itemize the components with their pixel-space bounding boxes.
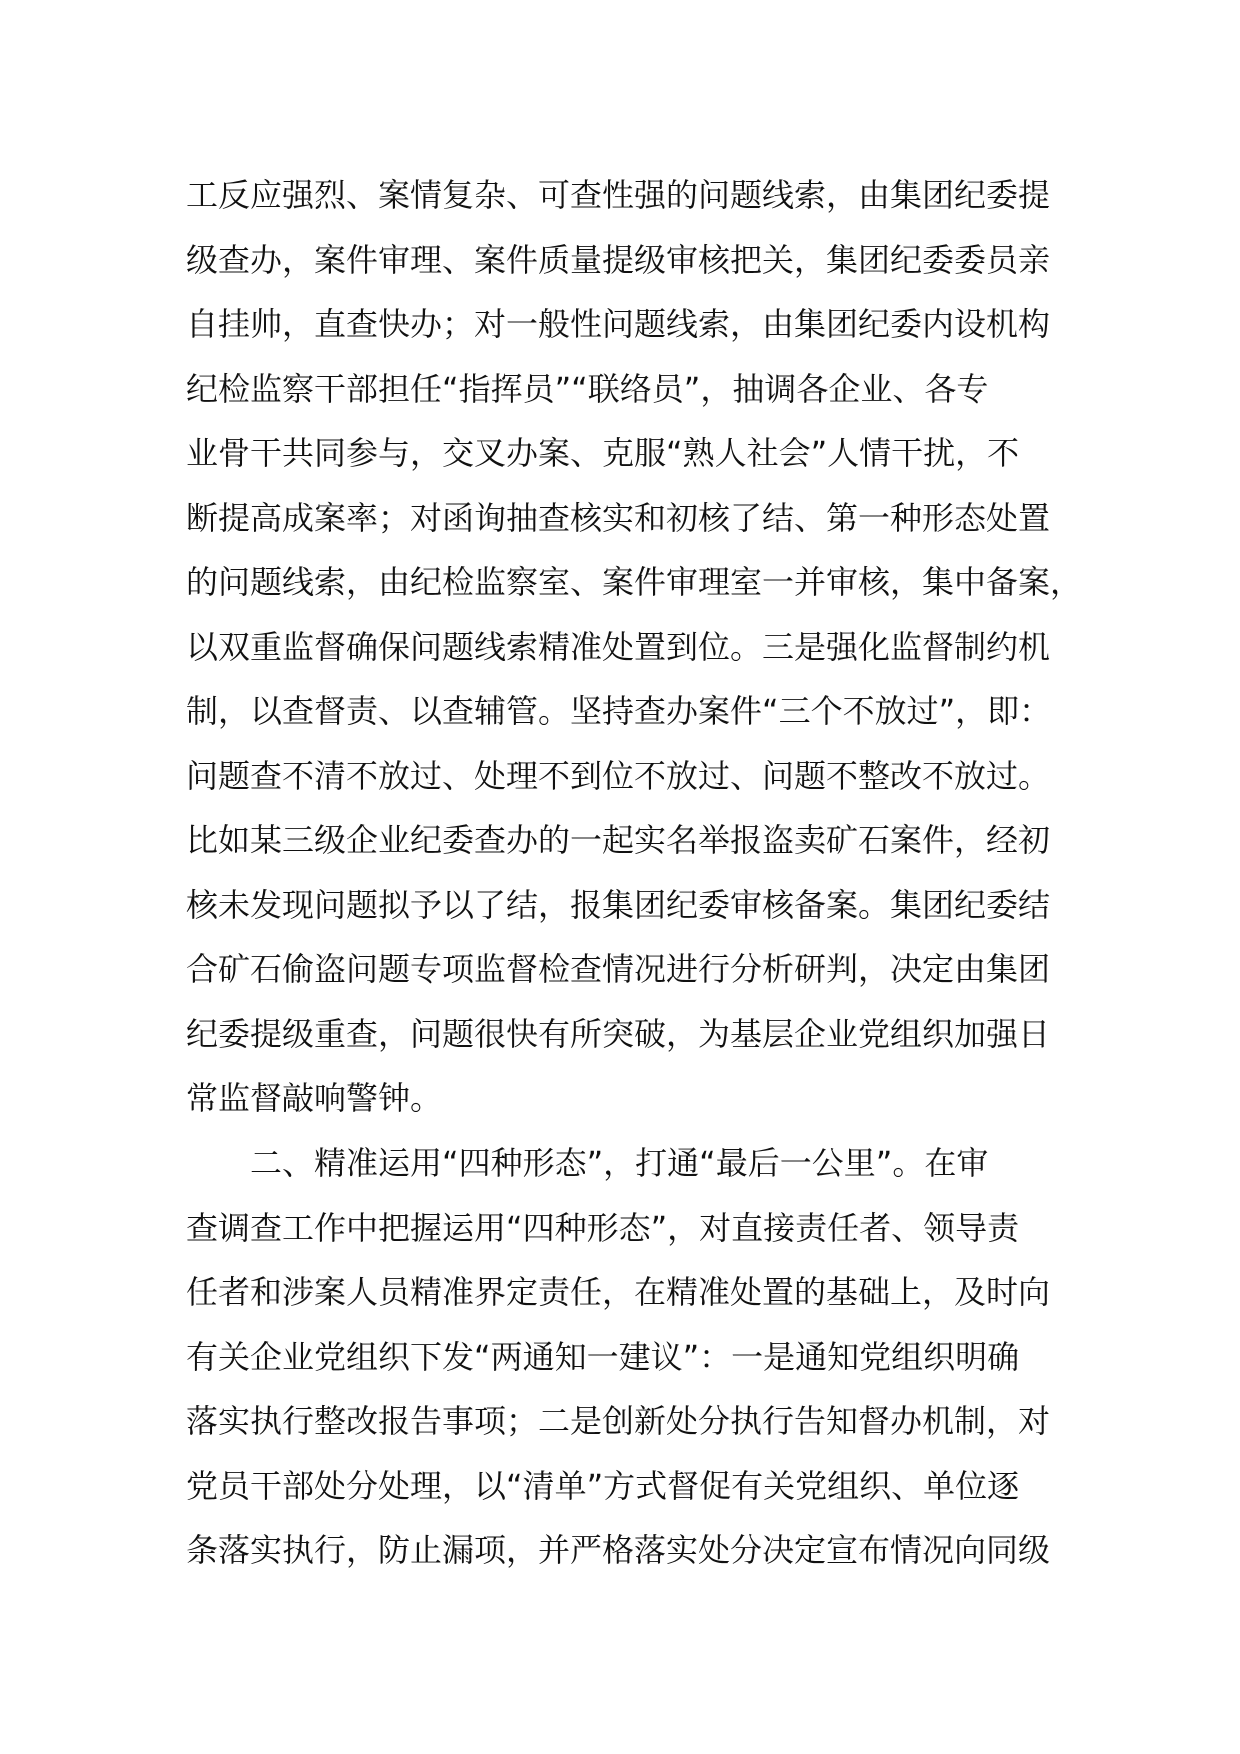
text-line: 纪检监察干部担任“指挥员”“联络员”，抽调各企业、各专 — [186, 369, 989, 408]
text-line: 合矿石偷盗问题专项监督检查情况进行分析研判，决定由集团 — [186, 950, 1051, 988]
text-line: 落实执行整改报告事项；二是创新处分执行告知督办机制，对 — [186, 1402, 1051, 1440]
text-line: 自挂帅，直查快办；对一般性问题线索，由集团纪委内设机构 — [186, 305, 1051, 343]
text-line: 业骨干共同参与，交叉办案、克服“熟人社会”人情干扰，不 — [186, 434, 1020, 472]
text-line: 有关企业党组织下发“两通知一建议”：一是通知党组织明确 — [186, 1337, 1020, 1376]
text-line: 断提高成案率；对函询抽查核实和初核了结、第一种形态处置 — [186, 498, 1051, 537]
text-line: 党员干部处分处理，以“清单”方式督促有关党组织、单位逐 — [186, 1466, 1020, 1505]
text-line: 级查办，案件审理、案件质量提级审核把关，集团纪委委员亲 — [186, 240, 1051, 279]
text-line: 条落实执行，防止漏项，并严格落实处分决定宣布情况向同级 — [186, 1531, 1051, 1569]
paragraph-continuation — [186, 163, 1086, 1131]
text-line: 问题查不清不放过、处理不到位不放过、问题不整改不放过。 — [186, 756, 1051, 795]
text-line: 二、精准运用“四种形态”，打通“最后一公里”。在审 — [186, 1144, 989, 1182]
text-line: 制，以查督责、以查辅管。坚持查办案件“三个不放过”，即： — [186, 692, 1052, 730]
text-line: 比如某三级企业纪委查办的一起实名举报盗卖矿石案件，经初 — [186, 821, 1051, 859]
text-line: 以双重监督确保问题线索精准处置到位。三是强化监督制约机 — [186, 627, 1051, 666]
text-line: 的问题线索，由纪检监察室、案件审理室一并审核，集中备案， — [186, 563, 1083, 601]
paragraph-section-two — [186, 1131, 1086, 1583]
text-line: 查调查工作中把握运用“四种形态”，对直接责任者、领导责 — [186, 1208, 1020, 1247]
text-line: 常监督敲响警钟。 — [186, 1079, 443, 1117]
text-line: 核未发现问题拟予以了结，报集团纪委审核备案。集团纪委结 — [186, 885, 1051, 924]
text-line: 任者和涉案人员精准界定责任，在精准处置的基础上，及时向 — [186, 1273, 1051, 1311]
text-line: 工反应强烈、案情复杂、可查性强的问题线索，由集团纪委提 — [186, 176, 1051, 214]
text-line: 纪委提级重查，问题很快有所突破，为基层企业党组织加强日 — [186, 1014, 1051, 1053]
